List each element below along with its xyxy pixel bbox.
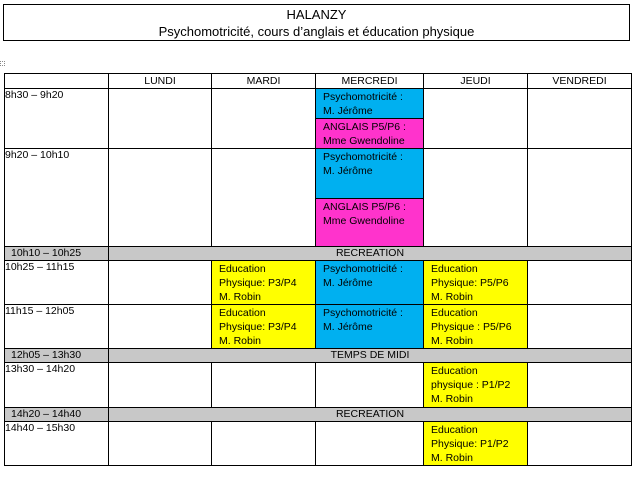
empty-cell — [212, 363, 316, 408]
time-slot-label: 10h10 – 10h25 — [5, 247, 109, 261]
empty-cell — [109, 422, 212, 466]
time-slot-label: 8h30 – 9h20 — [5, 89, 109, 149]
empty-cell — [109, 89, 212, 149]
empty-cell — [109, 305, 212, 349]
time-slot-label: 13h30 – 14h20 — [5, 363, 109, 408]
school-name: HALANZY — [286, 7, 347, 22]
course-education-physique: Education physique : P1/P2 M. Robin — [424, 363, 528, 408]
empty-cell — [212, 422, 316, 466]
slot-row — [5, 363, 632, 408]
slot-row — [5, 422, 632, 466]
timetable — [4, 73, 632, 466]
course-education-physique: Education Physique: P3/P4 M. Robin — [212, 261, 316, 305]
empty-cell — [528, 305, 632, 349]
empty-cell — [528, 422, 632, 466]
empty-cell — [528, 149, 632, 247]
course-education-physique: Education Physique: P1/P2 M. Robin — [424, 422, 528, 466]
document-header — [3, 4, 630, 41]
course-psychomotricite: Psychomotricité : M. Jérôme — [316, 89, 424, 119]
days-header-row — [5, 74, 632, 89]
schedule-subtitle: Psychomotricité, cours d’anglais et éducation physique — [158, 24, 475, 39]
day-header-mardi: MARDI — [212, 74, 316, 89]
time-slot-label: 12h05 – 13h30 — [5, 349, 109, 363]
table-anchor-marker — [0, 61, 5, 66]
day-header-lundi: LUNDI — [109, 74, 212, 89]
break-row — [5, 247, 632, 261]
course-anglais: ANGLAIS P5/P6 : Mme Gwendoline — [316, 199, 424, 247]
empty-cell — [528, 363, 632, 408]
day-header-mercredi: MERCREDI — [316, 74, 424, 89]
course-psychomotricite: Psychomotricité : M. Jérôme — [316, 305, 424, 349]
time-slot-label: 14h40 – 15h30 — [5, 422, 109, 466]
slot-row — [5, 305, 632, 349]
day-header-jeudi: JEUDI — [424, 74, 528, 89]
course-anglais: ANGLAIS P5/P6 : Mme Gwendoline — [316, 119, 424, 149]
time-slot-label: 9h20 – 10h10 — [5, 149, 109, 247]
time-slot-label: 14h20 – 14h40 — [5, 408, 109, 422]
time-slot-label: 11h15 – 12h05 — [5, 305, 109, 349]
empty-cell — [109, 363, 212, 408]
empty-cell — [109, 261, 212, 305]
empty-cell — [109, 149, 212, 247]
break-label-midi: TEMPS DE MIDI — [109, 349, 632, 363]
empty-cell — [212, 149, 316, 247]
course-psychomotricite: Psychomotricité : M. Jérôme — [316, 261, 424, 305]
course-education-physique: Education Physique: P5/P6 M. Robin — [424, 261, 528, 305]
empty-cell — [212, 89, 316, 149]
slot-row — [5, 89, 632, 119]
break-row — [5, 349, 632, 363]
empty-cell — [316, 363, 424, 408]
course-education-physique: Education Physique: P3/P4 M. Robin — [212, 305, 316, 349]
slot-row — [5, 149, 632, 199]
slot-row — [5, 261, 632, 305]
day-header-vendredi: VENDREDI — [528, 74, 632, 89]
time-slot-label: 10h25 – 11h15 — [5, 261, 109, 305]
course-psychomotricite: Psychomotricité : M. Jérôme — [316, 149, 424, 199]
break-label-recreation: RECREATION — [109, 247, 632, 261]
empty-cell — [316, 422, 424, 466]
empty-cell — [424, 149, 528, 247]
break-label-recreation: RECREATION — [109, 408, 632, 422]
break-row — [5, 408, 632, 422]
corner-cell — [5, 74, 109, 89]
empty-cell — [528, 89, 632, 149]
course-education-physique: Education Physique : P5/P6 M. Robin — [424, 305, 528, 349]
empty-cell — [424, 89, 528, 149]
empty-cell — [528, 261, 632, 305]
